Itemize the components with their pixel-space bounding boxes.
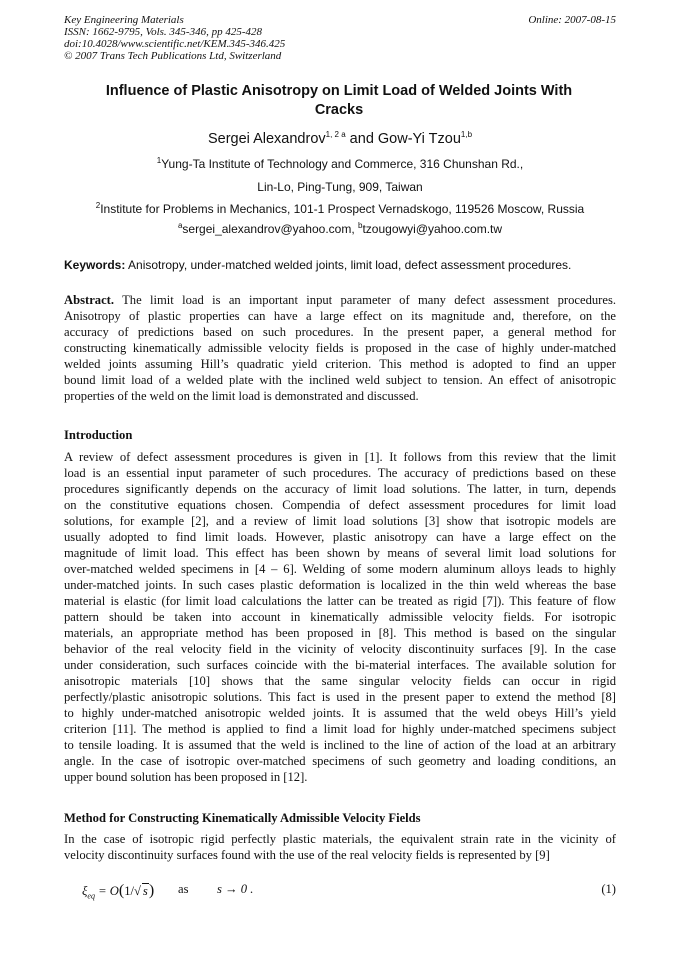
email-line [64,222,616,236]
method-line: In the case of isotropic rigid perfectly plastic materials, the equivalent strain rate in the vicinity of [64,832,616,846]
intro-line: solutions, for example [2], and a review of limit load solutions [3] show that isotropic models are [64,514,616,528]
paper-title [70,82,608,120]
affiliation-2 [64,202,616,216]
affiliation-text: Yung-Ta Institute of Technology and Commerce, 316 Chunshan Rd., [161,157,524,171]
intro-line: over-matched welded specimens in [4 – 6]. Welding of some modern aluminum alloys leads to highly [64,562,616,576]
affiliation-text: Institute for Problems in Mechanics, 101-1 Prospect Vernadskogo, 119526 Moscow, Russia [100,202,585,216]
intro-line: pattern should be taken into account in kinematically admissible velocity fields. For isotropic [64,610,616,624]
intro-line: perfectly/plastic anisotropic solutions. This fact is used in the present paper to extend the method [8] [64,690,616,704]
method-line: velocity discontinuity surfaces found with the use of the real velocity fields is represented by [9] [64,848,550,862]
section-heading-introduction: Introduction [64,428,133,442]
author-name: Sergei Alexandrov [207,131,326,147]
equation-radicand: s [142,884,148,898]
author-conjunction: and [345,131,378,147]
equation-limit: s → 0 . [217,882,254,896]
intro-line: usually adopted to find limit loads. However, plastic anisotropy can have a large effect on the [64,530,616,544]
abstract-line: bound limit load of a welded plate with the inclined weld subject to tension. An effect of anisotropic [64,373,616,387]
intro-line: criterion [11]. The method is applied to find a limit load for highly under-matched specimens subject [64,722,616,736]
abstract-line: accuracy of predictions based on such procedures. In the present paper, a general method for [64,325,616,339]
method-paragraph [64,831,616,863]
intro-line: angle. In the case of isotropic over-matched specimens of such geometry and loading conditions, an [64,754,616,768]
title-line: Cracks [314,102,364,118]
affiliation-mark: 2 [95,201,101,210]
issn-line: ISSN: 1662-9795, Vols. 345-346, pp 425-428 [64,26,262,38]
author-affiliation-mark: 1,b [460,130,473,140]
author-name: Gow-Yi Tzou [377,131,461,147]
equation-number: (1) [601,882,616,896]
equation-slash: / [130,884,134,898]
intro-line: load is an essential input parameter of such procedures. The accuracy of predictions based on these [64,466,616,480]
doi-line: doi:10.4028/www.scientific.net/KEM.345-346.425 [64,38,286,50]
intro-line: to tensile loading. It is assumed that the weld is inclined to the line of action of the load at an arbitrary [64,738,616,752]
equation-1 [82,880,616,902]
abstract-line: welded joints assuming Hill’s quadratic yield criterion. This method is adopted to find an upper [64,357,616,371]
intro-line: materials, an appropriate method has been proposed in [8]. This method is based on the singular [64,626,616,640]
intro-line: material is elastic (for limit load calculations the latter can be treated as rigid [7]). This feature of flow [64,594,616,608]
abstract-text: The limit load is an important input parameter of many defect assessment procedures. [114,293,616,307]
affiliation-1-cont [64,180,616,194]
abstract-line [64,292,616,308]
email-mark: a [177,221,183,230]
email-mark: b [358,221,363,230]
online-date: Online: 2007-08-15 [528,14,616,26]
keywords-line [64,258,616,272]
equation-expression [82,882,154,901]
equation-paren-close: ) [148,882,155,899]
intro-line: under consideration, such surfaces coincide with the bi-material interfaces. The available solution for [64,658,616,672]
affiliation-mark: 1 [156,156,162,165]
keywords-label: Keywords: [64,258,126,272]
section-heading-method: Method for Constructing Kinematically Admissible Velocity Fields [64,811,421,825]
equation-symbol-xi: ξ [82,884,88,898]
abstract-line: constructing kinematically admissible velocity fields is proposed in the case of highly under-matched [64,341,616,355]
keywords-text: Anisotropy, under-matched welded joints, limit load, defect assessment procedures. [125,258,572,272]
intro-line: upper bound solution has been proposed in [12]. [64,770,308,784]
intro-line: under-matched joints. In such cases plastic deformation is localized in the thin weld whereas the base [64,578,616,592]
intro-line: to highly under-matched anisotropic welded joints. It is assumed that the weld obeys Hill’s yield [64,706,616,720]
equation-paren-open: ( [118,882,125,899]
equation-sqrt-symbol: √ [133,884,141,898]
email-link[interactable]: tzougowyi@yahoo.com.tw [362,222,503,236]
intro-line: magnitude of limit load. This effect has been shown by means of several limit load solutions for [64,546,616,560]
intro-line: A review of defect assessment procedures is given in [1]. It follows from this review that the limit [64,450,616,464]
affiliation-1 [64,157,616,171]
copyright-line: © 2007 Trans Tech Publications Ltd, Switzerland [64,50,282,62]
affiliation-text: Lin-Lo, Ping-Tung, 909, Taiwan [257,180,423,194]
equation-rhs: = O [94,884,119,898]
abstract-line: Anisotropy of plastic properties can have a large effect on its magnitude and, therefore, on the [64,309,616,323]
equation-subscript: eq [87,891,95,901]
journal-name: Key Engineering Materials [64,14,184,26]
intro-line: procedures significantly depends on the accuracy of limit load solutions. The latter, in turn, depends [64,482,616,496]
intro-line: on the constitutive equations chosen. Compendia of defect assessment procedures for limit load [64,498,616,512]
author-list [64,130,616,148]
title-line: Influence of Plastic Anisotropy on Limit Load of Welded Joints With [105,83,573,99]
abstract-label: Abstract. [64,293,115,307]
abstract-line: properties of the weld on the limit load is demonstrated and discussed. [64,389,419,403]
equation-as: as [178,882,189,896]
intro-line: anisotropic materials [10] shows that the same singular velocity fields can occur in rigid [64,674,616,688]
intro-line: behavior of the real velocity field in the vicinity of velocity discontinuity surfaces [9]. In the case [64,642,616,656]
author-affiliation-mark: 1, 2 a [325,130,346,140]
introduction-paragraph [64,449,616,785]
email-link[interactable]: sergei_alexandrov@yahoo.com, [182,222,359,236]
equation-one: 1 [124,884,131,898]
abstract-paragraph [64,292,616,404]
journal-header [64,14,616,62]
